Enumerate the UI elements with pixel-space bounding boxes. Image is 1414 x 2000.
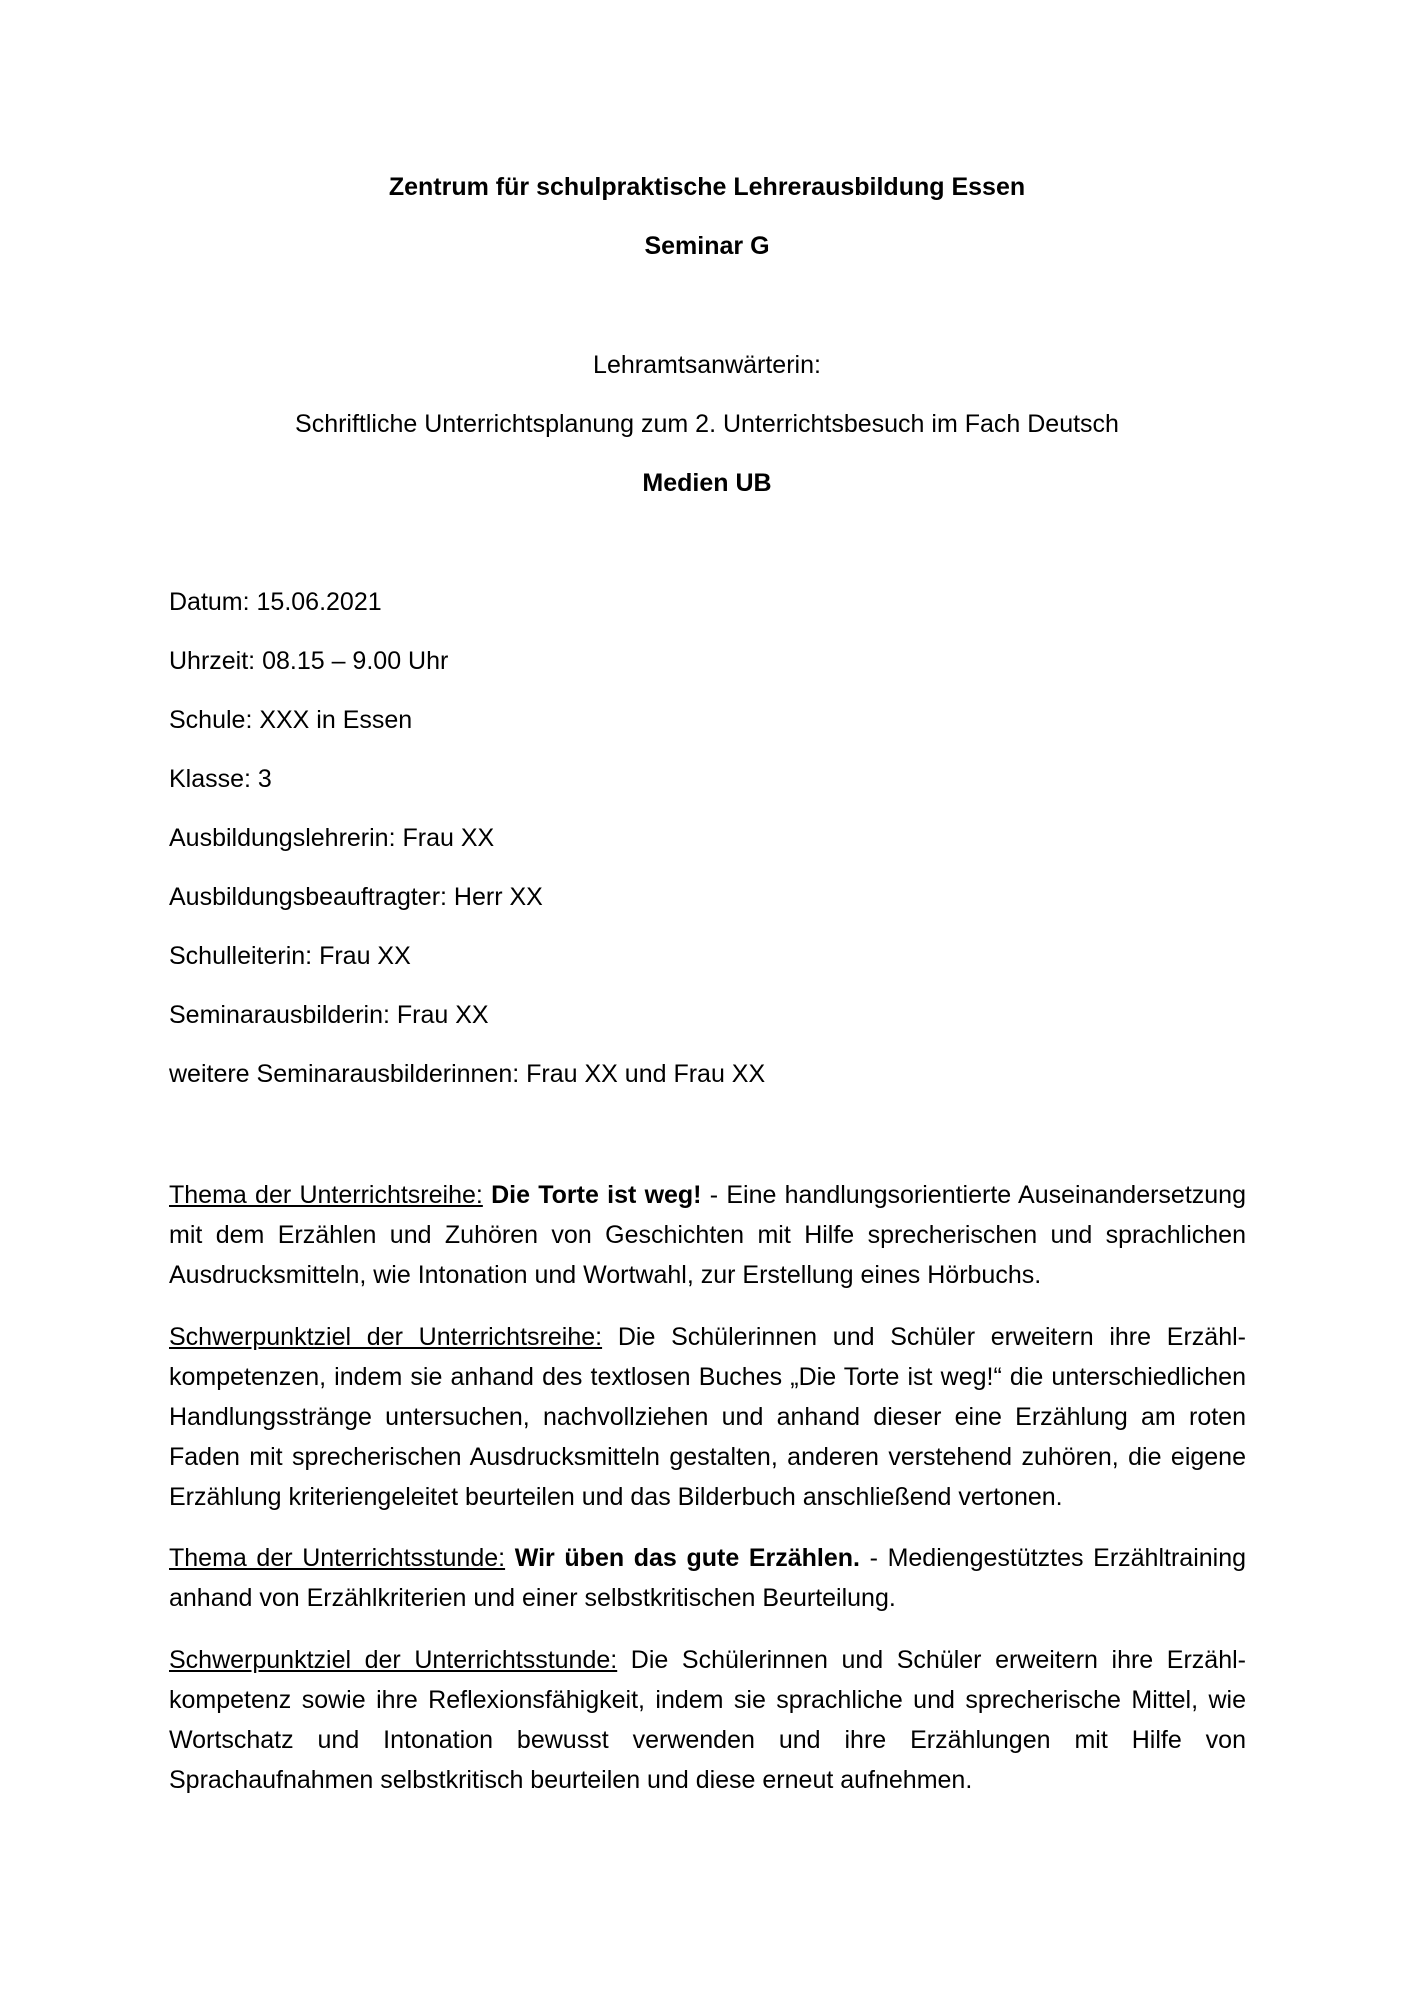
institution-title: Zentrum für schulpraktische Lehrerausbildung Essen	[388, 173, 1026, 201]
section-series-goal	[169, 1317, 1246, 1517]
section-bold-title: Die Torte ist weg!	[491, 1181, 702, 1209]
meta-class: Klasse: 3	[169, 765, 272, 793]
meta-principal: Schulleiterin: Frau XX	[169, 942, 411, 970]
seminar-title: Seminar G	[644, 232, 770, 260]
section-lesson-topic	[169, 1538, 1246, 1618]
section-text: - Eine handlungsorientierte Auseinandersetzung mit dem Erzählen und Zuhören von Geschichten mit Hilfe sprecherischen und sprachlichen Ausdrucksmitteln, wie Intonation und Wortwahl, zur Erstellung eines Hörbuchs.	[169, 1181, 1246, 1289]
section-lesson-goal	[169, 1640, 1246, 1800]
section-text: Die Schülerinnen und Schüler erweitern ihre Erzählkompetenzen, indem sie anhand des textlosen Buches „Die Torte ist weg!“ die unterschiedlichen Handlungsstränge untersuchen, nachvollziehen und anhand dieser eine Erzählung am roten Faden mit sprecherischen Ausdrucksmitteln gestalten, anderen verstehend zuhören, die eigene Erzählung kriteriengeleitet beurteilen und das Bilderbuch anschließend vertonen.	[169, 1323, 1246, 1511]
section-text: - Mediengestütztes Erzähltraining anhand von Erzählkriterien und einer selbstkritischen Beurteilung.	[169, 1544, 1247, 1612]
meta-training-teacher: Ausbildungslehrerin: Frau XX	[169, 824, 495, 852]
meta-time: Uhrzeit: 08.15 – 9.00 Uhr	[169, 647, 449, 675]
section-text: Die Schülerinnen und Schüler erweitern ihre Erzählkompetenz sowie ihre Reflexionsfähigkeit, indem sie sprachliche und sprecherische Mittel, wie Wortschatz und Intonation bewusst verwenden und ihre Erzählungen mit Hilfe von Sprachaufnahmen selbstkritisch beurteilen und diese erneut aufnehmen.	[169, 1646, 1246, 1794]
meta-further-trainers: weitere Seminarausbilderinnen: Frau XX und Frau XX	[169, 1060, 766, 1088]
section-bold-title: Wir üben das gute Erzählen.	[514, 1544, 860, 1572]
meta-school: Schule: XXX in Essen	[169, 706, 413, 734]
section-label: Thema der Unterrichtsstunde:	[169, 1544, 506, 1572]
document-subtitle: Schriftliche Unterrichtsplanung zum 2. Unterrichtsbesuch im Fach Deutsch	[295, 410, 1119, 438]
section-label: Schwerpunktziel der Unterrichtsreihe:	[169, 1323, 603, 1351]
section-series-topic	[169, 1175, 1246, 1295]
meta-training-officer: Ausbildungsbeauftragter: Herr XX	[169, 883, 543, 911]
section-label: Thema der Unterrichtsreihe:	[169, 1181, 483, 1209]
meta-seminar-trainer: Seminarausbilderin: Frau XX	[169, 1001, 489, 1029]
role-label: Lehramtsanwärterin:	[593, 351, 821, 379]
section-label: Schwerpunktziel der Unterrichtsstunde:	[169, 1646, 618, 1674]
meta-date: Datum: 15.06.2021	[169, 588, 382, 616]
visit-type: Medien UB	[642, 469, 772, 497]
